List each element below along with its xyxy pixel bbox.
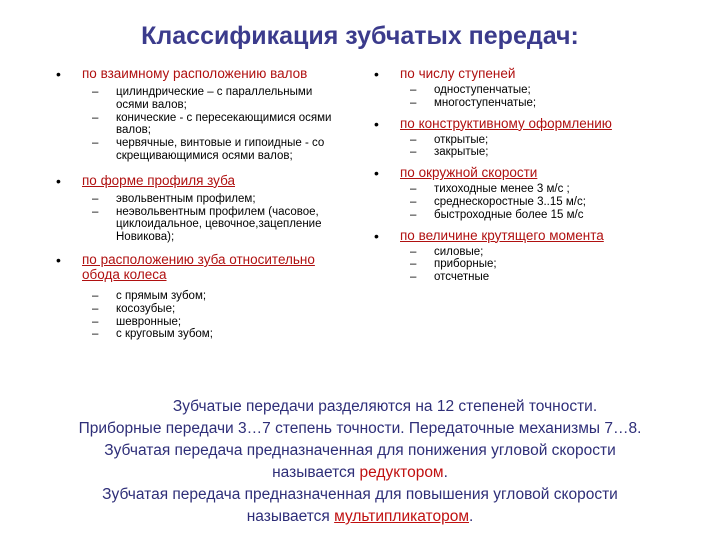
right-section-stages bbox=[374, 66, 714, 110]
dash-icon: – bbox=[410, 96, 417, 109]
dash-icon: – bbox=[92, 289, 99, 302]
footer-line-multiplier: называется мультипликатором. bbox=[246, 508, 474, 525]
list-item: – эвольвентным профилем; bbox=[92, 192, 256, 205]
dash-icon: – bbox=[410, 84, 417, 96]
page-title: Классификация зубчатых передач: bbox=[141, 22, 579, 50]
left-section-tooth-position bbox=[56, 252, 366, 341]
reducer-term: редуктором bbox=[359, 464, 444, 481]
dash-icon: – bbox=[410, 195, 417, 208]
section-heading: по конструктивному оформлению bbox=[400, 115, 612, 131]
list-item: – конические - с пересекающимися осями валов; bbox=[92, 111, 332, 137]
list-item: – среднескоростные 3..15 м/с; bbox=[410, 195, 586, 208]
list-item: – многоступенчатые; bbox=[410, 96, 537, 109]
dash-icon: – bbox=[92, 315, 99, 328]
list-item: – одноступенчатые; bbox=[410, 84, 531, 96]
dash-icon: – bbox=[92, 86, 99, 98]
list-item: – открытые; bbox=[410, 133, 489, 146]
bullet-icon: • bbox=[56, 66, 61, 82]
list-item: – цилиндрические – с параллельными осями валов; bbox=[92, 86, 313, 111]
list-item: – шевронные; bbox=[92, 315, 182, 328]
section-heading: по взаимному расположению валов bbox=[82, 66, 308, 81]
dash-icon: – bbox=[410, 208, 417, 221]
list-item: – приборные; bbox=[410, 258, 497, 271]
list-item: – тихоходные менее 3 м/с ; bbox=[410, 183, 570, 196]
section-heading: по величине крутящего момента bbox=[400, 227, 604, 243]
section-heading: по числу ступеней bbox=[400, 66, 516, 81]
dash-icon: – bbox=[92, 302, 99, 315]
list-item: – червячные, винтовые и гипоидные - со скрещивающимися осями валов; bbox=[92, 137, 325, 162]
dash-icon: – bbox=[92, 192, 99, 205]
list-item: – закрытые; bbox=[410, 146, 489, 159]
list-item: – силовые; bbox=[410, 245, 484, 258]
right-section-design bbox=[374, 116, 714, 160]
dash-icon: – bbox=[410, 183, 417, 196]
list-item: – с круговым зубом; bbox=[92, 328, 213, 341]
footer-line-precision: Зубчатые передачи разделяются на 12 степеней точности. bbox=[172, 398, 598, 415]
left-section-tooth-profile bbox=[56, 173, 366, 244]
bullet-icon: • bbox=[374, 165, 379, 182]
section-heading: по окружной скорости bbox=[400, 165, 538, 181]
section-heading: по расположению зуба относительно обода колеса bbox=[82, 251, 315, 282]
dash-icon: – bbox=[410, 245, 417, 258]
list-item: – отсчетные bbox=[410, 271, 490, 284]
section-heading: по форме профиля зуба bbox=[82, 172, 236, 188]
footer-line-reducer: называется редуктором. bbox=[272, 464, 448, 481]
footer-line-reducer-def: Зубчатая передача предназначенная для понижения угловой скорости bbox=[104, 442, 616, 459]
list-item: – косозубые; bbox=[92, 302, 176, 315]
footer-text bbox=[0, 396, 720, 528]
dash-icon: – bbox=[410, 146, 417, 159]
list-item: – с прямым зубом; bbox=[92, 289, 207, 302]
list-item: – быстроходные более 15 м/с bbox=[410, 208, 584, 221]
bullet-icon: • bbox=[56, 172, 61, 189]
dash-icon: – bbox=[410, 271, 417, 284]
right-column bbox=[374, 66, 714, 284]
dash-icon: – bbox=[92, 111, 99, 124]
dash-icon: – bbox=[410, 133, 417, 146]
bullet-icon: • bbox=[374, 227, 379, 244]
footer-line-multiplier-def: Зубчатая передача предназначенная для повышения угловой скорости bbox=[102, 486, 618, 503]
bullet-icon: • bbox=[374, 66, 379, 82]
footer-line-instrument: Приборные передачи 3…7 степень точности. Передаточные механизмы 7…8. bbox=[78, 420, 642, 437]
dash-icon: – bbox=[92, 205, 99, 218]
dash-icon: – bbox=[92, 328, 99, 341]
multiplier-term: мультипликатором bbox=[334, 508, 469, 525]
dash-icon: – bbox=[92, 137, 99, 150]
left-section-mutual-arrangement bbox=[56, 66, 366, 163]
right-section-speed bbox=[374, 165, 714, 221]
bullet-icon: • bbox=[56, 251, 61, 268]
right-section-torque bbox=[374, 228, 714, 284]
dash-icon: – bbox=[410, 258, 417, 271]
list-item: – неэвольвентным профилем (часовое, циклоидальное, цевочное,зацепление Новикова); bbox=[92, 205, 322, 244]
left-column bbox=[56, 66, 366, 341]
bullet-icon: • bbox=[374, 115, 379, 132]
